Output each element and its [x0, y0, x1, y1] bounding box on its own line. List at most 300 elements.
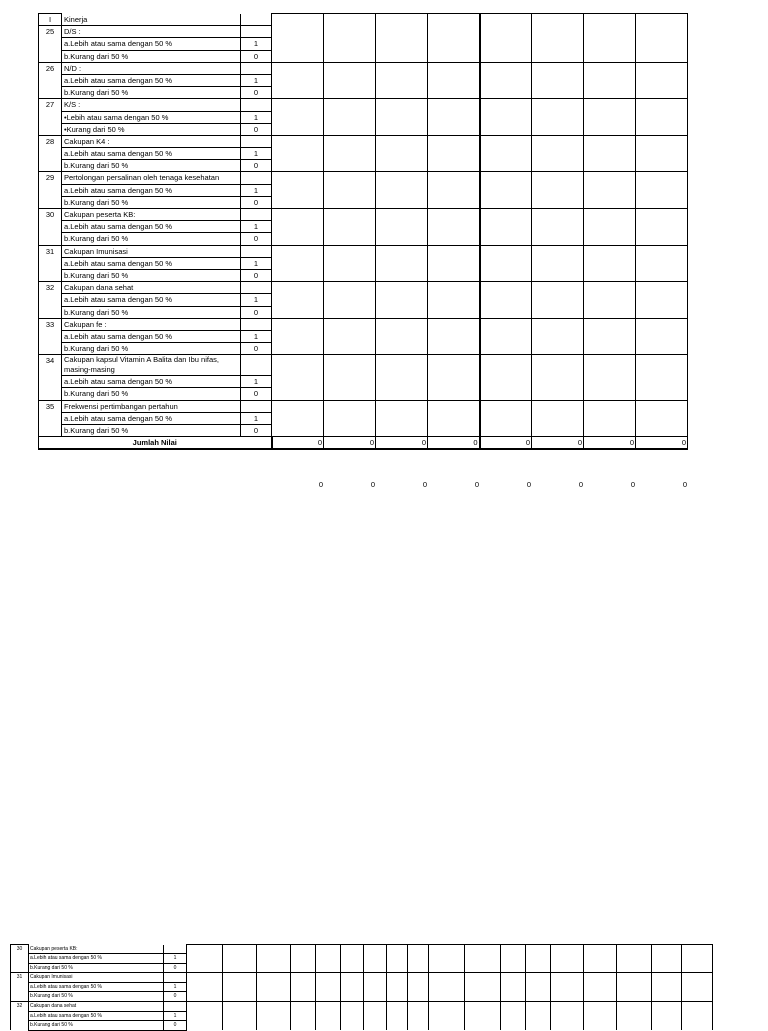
summary-value: 0 — [370, 480, 375, 489]
evaluation-cell — [532, 62, 584, 99]
evaluation-cell — [291, 1002, 316, 1031]
number-cell — [39, 233, 62, 245]
option-label: •Lebih atau sama dengan 50 % — [62, 111, 241, 123]
summary-totals-row — [272, 480, 688, 492]
evaluation-cell — [532, 172, 584, 209]
next-page-table-fragment — [10, 944, 696, 1031]
option-label: b.Kurang dari 50 % — [62, 160, 241, 172]
option-label: •Kurang dari 50 % — [62, 123, 241, 135]
option-label: b.Kurang dari 50 % — [62, 196, 241, 208]
evaluation-cell — [532, 209, 584, 246]
evaluation-cell — [526, 1002, 551, 1031]
option-label: b.Kurang dari 50 % — [29, 963, 164, 973]
number-cell — [11, 954, 29, 964]
indicator-title-row — [39, 62, 688, 74]
number-cell — [39, 294, 62, 306]
score-cell — [241, 245, 272, 257]
number-cell — [39, 148, 62, 160]
option-label: a.Lebih atau sama dengan 50 % — [62, 38, 241, 50]
summary-value: 0 — [474, 480, 479, 489]
number-cell — [39, 343, 62, 355]
option-score: 0 — [241, 425, 272, 437]
indicator-number: 26 — [39, 62, 62, 74]
option-score: 0 — [241, 388, 272, 400]
evaluation-cell — [324, 172, 376, 209]
option-label: b.Kurang dari 50 % — [62, 87, 241, 99]
evaluation-cell — [532, 318, 584, 355]
evaluation-cell — [324, 245, 376, 282]
evaluation-cell — [341, 1002, 364, 1031]
evaluation-cell — [480, 209, 532, 246]
evaluation-cell — [187, 945, 223, 973]
evaluation-cell — [364, 1002, 387, 1031]
section-number: I — [39, 14, 62, 26]
number-cell — [11, 963, 29, 973]
evaluation-cell — [408, 945, 429, 973]
evaluation-cell — [324, 135, 376, 172]
option-score: 0 — [241, 343, 272, 355]
evaluation-cell — [584, 62, 636, 99]
section-title: Kinerja — [62, 14, 241, 26]
evaluation-cell — [584, 135, 636, 172]
indicator-number: 27 — [39, 99, 62, 111]
evaluation-cell — [652, 973, 682, 1002]
indicator-number: 30 — [39, 209, 62, 221]
option-score: 0 — [241, 196, 272, 208]
indicator-title: Cakupan fe : — [62, 318, 241, 330]
indicator-title: Cakupan Imunisasi — [62, 245, 241, 257]
evaluation-cell — [652, 945, 682, 973]
evaluation-cell — [636, 282, 688, 319]
indicator-title: Cakupan K4 : — [62, 135, 241, 147]
total-value: 0 — [584, 437, 636, 450]
number-cell — [39, 196, 62, 208]
number-cell — [39, 50, 62, 62]
evaluation-cell — [257, 1002, 291, 1031]
option-score: 1 — [241, 184, 272, 196]
evaluation-cell — [636, 14, 688, 63]
evaluation-cell — [187, 1002, 223, 1031]
evaluation-cell — [428, 172, 480, 209]
evaluation-cell — [428, 135, 480, 172]
evaluation-cell — [465, 1002, 501, 1031]
option-score: 1 — [241, 330, 272, 342]
total-label: Jumlah Nilai — [39, 437, 272, 450]
indicator-title: Pertolongan persalinan oleh tenaga kesehatan — [62, 172, 241, 184]
evaluation-cell — [501, 973, 526, 1002]
evaluation-cell — [636, 318, 688, 355]
number-cell — [39, 330, 62, 342]
evaluation-cell — [480, 318, 532, 355]
evaluation-cell — [636, 62, 688, 99]
indicator-number: 34 — [39, 355, 62, 376]
evaluation-cell — [428, 282, 480, 319]
evaluation-cell — [376, 282, 428, 319]
indicator-title-row — [39, 99, 688, 111]
evaluation-cell — [324, 62, 376, 99]
option-score: 1 — [241, 111, 272, 123]
indicator-title-row — [39, 400, 688, 412]
evaluation-cell — [272, 135, 324, 172]
evaluation-cell — [636, 209, 688, 246]
evaluation-cell — [480, 245, 532, 282]
scoring-sheet — [38, 13, 688, 450]
evaluation-cell — [465, 945, 501, 973]
evaluation-cell — [376, 99, 428, 136]
indicator-number: 30 — [11, 945, 29, 954]
total-value: 0 — [376, 437, 428, 450]
option-score: 0 — [241, 50, 272, 62]
evaluation-cell — [272, 245, 324, 282]
number-cell — [39, 306, 62, 318]
evaluation-cell — [465, 973, 501, 1002]
evaluation-cell — [584, 172, 636, 209]
option-score: 1 — [241, 412, 272, 424]
number-cell — [39, 123, 62, 135]
option-label: b.Kurang dari 50 % — [62, 306, 241, 318]
evaluation-cell — [480, 282, 532, 319]
indicator-title-row — [39, 172, 688, 184]
evaluation-cell — [636, 355, 688, 400]
number-cell — [39, 111, 62, 123]
option-label: b.Kurang dari 50 % — [29, 992, 164, 1002]
evaluation-cell — [272, 14, 324, 63]
option-label: a.Lebih atau sama dengan 50 % — [29, 982, 164, 992]
evaluation-cell — [324, 355, 376, 400]
evaluation-cell — [532, 14, 584, 63]
evaluation-cell — [428, 209, 480, 246]
evaluation-cell — [428, 355, 480, 400]
evaluation-cell — [636, 245, 688, 282]
evaluation-cell — [480, 62, 532, 99]
indicator-title: Cakupan dana sehat — [29, 1002, 164, 1012]
evaluation-cell — [223, 1002, 257, 1031]
evaluation-cell — [324, 14, 376, 63]
score-cell — [241, 26, 272, 38]
option-score: 0 — [241, 269, 272, 281]
option-label: b.Kurang dari 50 % — [62, 343, 241, 355]
option-label: a.Lebih atau sama dengan 50 % — [62, 412, 241, 424]
score-cell — [241, 355, 272, 376]
indicator-number: 25 — [39, 26, 62, 38]
indicator-title-row — [11, 945, 713, 954]
option-score: 1 — [164, 954, 187, 964]
indicator-title: Cakupan Imunisasi — [29, 973, 164, 983]
number-cell — [39, 87, 62, 99]
evaluation-cell — [501, 945, 526, 973]
number-cell — [39, 38, 62, 50]
evaluation-cell — [617, 1002, 652, 1031]
summary-value: 0 — [682, 480, 687, 489]
option-label: a.Lebih atau sama dengan 50 % — [62, 148, 241, 160]
indicator-title-row — [39, 282, 688, 294]
evaluation-cell — [364, 973, 387, 1002]
evaluation-cell — [429, 973, 465, 1002]
summary-value: 0 — [318, 480, 323, 489]
option-label: a.Lebih atau sama dengan 50 % — [62, 294, 241, 306]
evaluation-cell — [428, 62, 480, 99]
evaluation-cell — [387, 945, 408, 973]
number-cell — [11, 1021, 29, 1031]
number-cell — [39, 388, 62, 400]
number-cell — [39, 160, 62, 172]
evaluation-cell — [532, 99, 584, 136]
evaluation-cell — [526, 945, 551, 973]
option-score: 1 — [241, 294, 272, 306]
indicator-title-row — [39, 355, 688, 376]
score-cell — [241, 318, 272, 330]
indicator-title: K/S : — [62, 99, 241, 111]
option-label: b.Kurang dari 50 % — [62, 425, 241, 437]
evaluation-cell — [376, 209, 428, 246]
number-cell — [39, 269, 62, 281]
option-score: 0 — [241, 160, 272, 172]
indicator-title: Cakupan dana sehat — [62, 282, 241, 294]
option-score: 1 — [164, 982, 187, 992]
evaluation-cell — [551, 945, 584, 973]
evaluation-cell — [316, 1002, 341, 1031]
option-label: a.Lebih atau sama dengan 50 % — [62, 74, 241, 86]
option-label: b.Kurang dari 50 % — [62, 233, 241, 245]
evaluation-cell — [387, 1002, 408, 1031]
evaluation-cell — [636, 135, 688, 172]
evaluation-cell — [408, 973, 429, 1002]
evaluation-cell — [324, 318, 376, 355]
indicator-title-row — [39, 318, 688, 330]
indicator-number: 31 — [39, 245, 62, 257]
evaluation-cell — [272, 62, 324, 99]
indicator-title: Cakupan peserta KB: — [62, 209, 241, 221]
evaluation-cell — [636, 99, 688, 136]
evaluation-cell — [532, 135, 584, 172]
evaluation-cell — [257, 945, 291, 973]
option-label: a.Lebih atau sama dengan 50 % — [62, 257, 241, 269]
option-score: 1 — [241, 221, 272, 233]
evaluation-cell — [223, 945, 257, 973]
evaluation-cell — [272, 355, 324, 400]
evaluation-cell — [187, 973, 223, 1002]
evaluation-cell — [584, 99, 636, 136]
number-cell — [11, 1011, 29, 1021]
evaluation-cell — [257, 973, 291, 1002]
evaluation-cell — [272, 318, 324, 355]
evaluation-cell — [376, 62, 428, 99]
option-label: b.Kurang dari 50 % — [62, 269, 241, 281]
evaluation-cell — [272, 172, 324, 209]
number-cell — [39, 425, 62, 437]
evaluation-cell — [532, 245, 584, 282]
indicator-title-row — [11, 1002, 713, 1012]
evaluation-cell — [291, 973, 316, 1002]
score-cell — [241, 172, 272, 184]
evaluation-cell — [324, 400, 376, 437]
evaluation-cell — [682, 1002, 713, 1031]
indicator-title: Frekwensi pertimbangan pertahun — [62, 400, 241, 412]
number-cell — [39, 74, 62, 86]
score-cell — [241, 14, 272, 26]
score-cell — [241, 62, 272, 74]
score-cell — [164, 945, 187, 954]
indicator-number: 32 — [39, 282, 62, 294]
evaluation-cell — [291, 945, 316, 973]
option-score: 1 — [241, 376, 272, 388]
evaluation-cell — [532, 400, 584, 437]
option-label: a.Lebih atau sama dengan 50 % — [62, 330, 241, 342]
evaluation-cell — [584, 400, 636, 437]
evaluation-cell — [376, 245, 428, 282]
evaluation-cell — [408, 1002, 429, 1031]
evaluation-cell — [316, 945, 341, 973]
indicator-number: 32 — [11, 1002, 29, 1012]
total-value: 0 — [636, 437, 688, 450]
evaluation-cell — [272, 400, 324, 437]
indicator-title-row — [39, 245, 688, 257]
evaluation-cell — [551, 1002, 584, 1031]
option-score: 0 — [241, 87, 272, 99]
evaluation-cell — [428, 400, 480, 437]
evaluation-cell — [376, 355, 428, 400]
evaluation-cell — [584, 318, 636, 355]
option-label: b.Kurang dari 50 % — [62, 388, 241, 400]
evaluation-cell — [387, 973, 408, 1002]
evaluation-cell — [272, 99, 324, 136]
option-score: 0 — [164, 963, 187, 973]
evaluation-cell — [272, 282, 324, 319]
indicator-title-row — [39, 135, 688, 147]
evaluation-cell — [636, 172, 688, 209]
evaluation-cell — [584, 973, 617, 1002]
score-cell — [164, 1002, 187, 1012]
evaluation-cell — [429, 945, 465, 973]
evaluation-cell — [376, 14, 428, 63]
indicator-number: 28 — [39, 135, 62, 147]
indicator-title: N/D : — [62, 62, 241, 74]
evaluation-cell — [376, 172, 428, 209]
evaluation-cell — [551, 973, 584, 1002]
indicator-title: Cakupan kapsul Vitamin A Balita dan Ibu nifas, masing-masing — [62, 355, 241, 376]
indicator-title: Cakupan peserta KB: — [29, 945, 164, 954]
evaluation-cell — [376, 135, 428, 172]
number-cell — [39, 376, 62, 388]
option-score: 1 — [241, 38, 272, 50]
number-cell — [11, 982, 29, 992]
summary-value: 0 — [526, 480, 531, 489]
indicator-title: D/S : — [62, 26, 241, 38]
evaluation-cell — [532, 282, 584, 319]
evaluation-cell — [617, 945, 652, 973]
evaluation-cell — [428, 99, 480, 136]
evaluation-cell — [364, 945, 387, 973]
kinerja-table — [38, 13, 688, 450]
evaluation-cell — [223, 973, 257, 1002]
evaluation-cell — [617, 973, 652, 1002]
evaluation-cell — [682, 973, 713, 1002]
evaluation-cell — [584, 14, 636, 63]
total-row — [39, 437, 688, 450]
option-score: 0 — [241, 233, 272, 245]
option-label: a.Lebih atau sama dengan 50 % — [29, 1011, 164, 1021]
indicator-number: 35 — [39, 400, 62, 412]
option-score: 1 — [164, 1011, 187, 1021]
section-header-row — [39, 14, 688, 26]
evaluation-cell — [428, 245, 480, 282]
score-cell — [164, 973, 187, 983]
summary-value: 0 — [630, 480, 635, 489]
evaluation-cell — [532, 355, 584, 400]
summary-value: 0 — [422, 480, 427, 489]
option-score: 0 — [164, 1021, 187, 1031]
evaluation-cell — [324, 99, 376, 136]
evaluation-cell — [584, 945, 617, 973]
indicator-number: 29 — [39, 172, 62, 184]
evaluation-cell — [501, 1002, 526, 1031]
option-score: 0 — [164, 992, 187, 1002]
total-value: 0 — [532, 437, 584, 450]
evaluation-cell — [480, 14, 532, 63]
score-cell — [241, 400, 272, 412]
option-label: b.Kurang dari 50 % — [62, 50, 241, 62]
bottom-kinerja-table — [10, 944, 713, 1031]
evaluation-cell — [316, 973, 341, 1002]
summary-value: 0 — [578, 480, 583, 489]
total-value: 0 — [324, 437, 376, 450]
option-score: 1 — [241, 257, 272, 269]
option-label: a.Lebih atau sama dengan 50 % — [29, 954, 164, 964]
total-value: 0 — [480, 437, 532, 450]
total-value: 0 — [272, 437, 324, 450]
option-score: 1 — [241, 74, 272, 86]
score-cell — [241, 135, 272, 147]
evaluation-cell — [584, 245, 636, 282]
option-score: 0 — [241, 306, 272, 318]
evaluation-cell — [526, 973, 551, 1002]
evaluation-cell — [584, 1002, 617, 1031]
number-cell — [11, 992, 29, 1002]
indicator-title-row — [11, 973, 713, 983]
number-cell — [39, 221, 62, 233]
option-label: a.Lebih atau sama dengan 50 % — [62, 221, 241, 233]
number-cell — [39, 412, 62, 424]
option-label: a.Lebih atau sama dengan 50 % — [62, 376, 241, 388]
option-label: b.Kurang dari 50 % — [29, 1021, 164, 1031]
number-cell — [39, 184, 62, 196]
score-cell — [241, 99, 272, 111]
evaluation-cell — [480, 99, 532, 136]
evaluation-cell — [480, 135, 532, 172]
evaluation-cell — [324, 209, 376, 246]
score-cell — [241, 282, 272, 294]
evaluation-cell — [428, 318, 480, 355]
evaluation-cell — [324, 282, 376, 319]
evaluation-cell — [584, 282, 636, 319]
evaluation-cell — [480, 355, 532, 400]
evaluation-cell — [682, 945, 713, 973]
evaluation-cell — [652, 1002, 682, 1031]
evaluation-cell — [376, 318, 428, 355]
evaluation-cell — [376, 400, 428, 437]
evaluation-cell — [480, 172, 532, 209]
option-score: 1 — [241, 148, 272, 160]
indicator-number: 33 — [39, 318, 62, 330]
evaluation-cell — [480, 400, 532, 437]
score-cell — [241, 209, 272, 221]
evaluation-cell — [429, 1002, 465, 1031]
evaluation-cell — [341, 945, 364, 973]
evaluation-cell — [341, 973, 364, 1002]
option-label: a.Lebih atau sama dengan 50 % — [62, 184, 241, 196]
evaluation-cell — [428, 14, 480, 63]
evaluation-cell — [272, 209, 324, 246]
